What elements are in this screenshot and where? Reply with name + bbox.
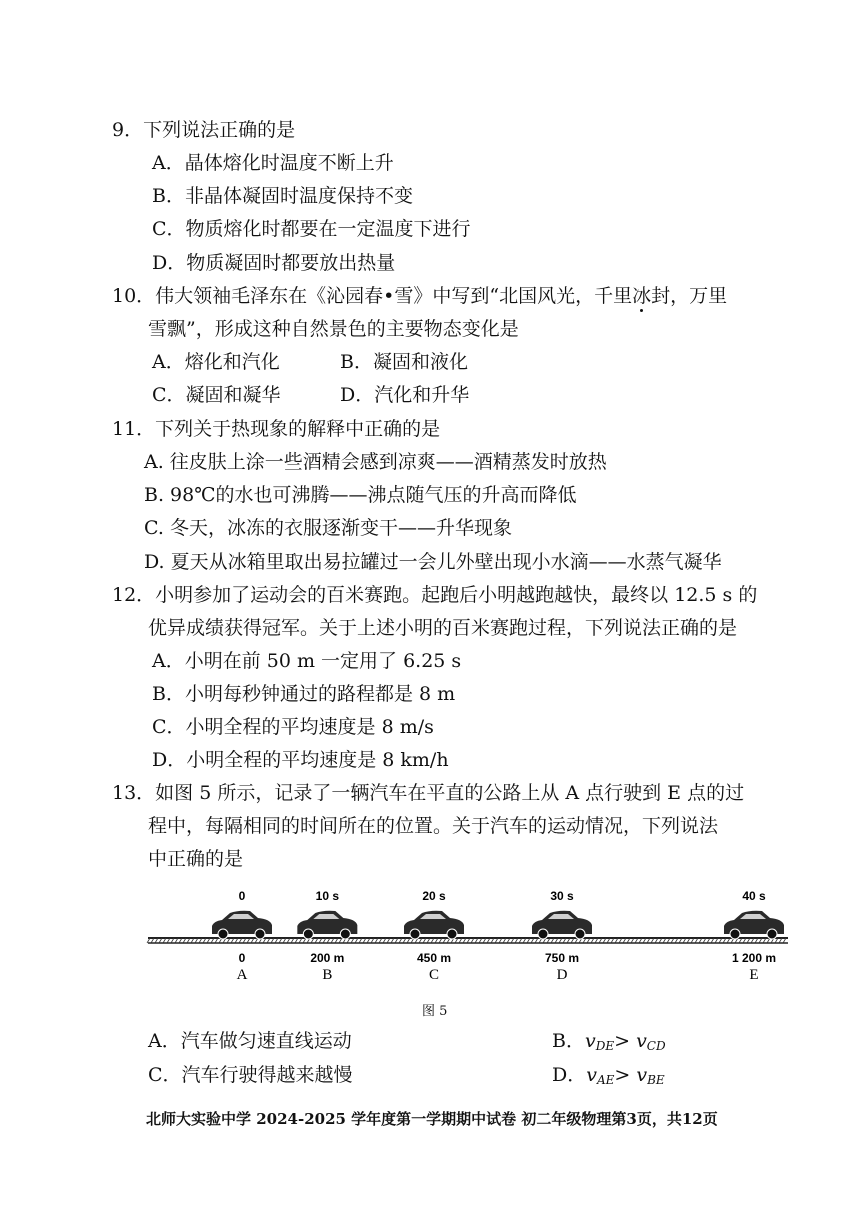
- q10-option-c: C．凝固和凝华: [152, 384, 281, 406]
- greater-than: >: [614, 1030, 637, 1052]
- q9-option-b: B．非晶体凝固时温度保持不变: [152, 185, 413, 207]
- distance-label: 450 m: [416, 951, 452, 965]
- car-wheel: [575, 929, 585, 939]
- car-position-B: [297, 889, 357, 983]
- q12-stem-line1: 12．小明参加了运动会的百米赛跑。起跑后小明越跑越快，最终以 12.5 s 的: [112, 584, 758, 606]
- q10-stem-text: 10．伟大领袖毛泽东在《沁园春•雪》中写到“北国风光，千里: [112, 285, 633, 307]
- car-wheel: [447, 929, 457, 939]
- q10-option-d: D．汽化和升华: [340, 384, 470, 406]
- velocity-subscript: BE: [647, 1073, 665, 1087]
- car-position-E: [724, 889, 784, 983]
- car-wheel: [538, 929, 548, 939]
- point-label: D: [556, 967, 568, 983]
- car-icon: [212, 911, 272, 939]
- q10-stem-line1: [112, 283, 727, 309]
- point-label: C: [428, 967, 440, 983]
- q11-option-b: B. 98℃的水也可沸腾——沸点随气压的升高而降低: [144, 484, 577, 506]
- page-footer: 北师大实验中学 2024-2025 学年度第一学期期中试卷 初二年级物理第3页，共12页: [146, 1110, 718, 1128]
- distance-label: 200 m: [310, 951, 345, 965]
- q9-option-d: D．物质凝固时都要放出热量: [152, 252, 396, 274]
- q10-option-b: B．凝固和液化: [340, 351, 468, 373]
- time-label: 40 s: [742, 889, 766, 903]
- q9-option-c: C．物质熔化时都要在一定温度下进行: [152, 218, 471, 240]
- distance-label: 0: [238, 951, 246, 965]
- q12-option-c: C．小明全程的平均速度是 8 m/s: [152, 716, 434, 738]
- car-icon: [404, 911, 464, 939]
- q10-option-a: A．熔化和汽化: [152, 351, 280, 373]
- car-position-D: [532, 889, 592, 983]
- point-label: B: [322, 967, 333, 983]
- q11-option-c: C. 冬天，冰冻的衣服逐渐变干——升华现象: [144, 517, 512, 539]
- q13-option-b: [552, 1028, 666, 1059]
- distance-label: 750 m: [544, 951, 580, 965]
- car-icon: [724, 911, 784, 939]
- q11-stem: 11．下列关于热现象的解释中正确的是: [112, 418, 441, 440]
- q12-stem-line2: 优异成绩获得冠军。关于上述小明的百米赛跑过程，下列说法正确的是: [148, 617, 738, 639]
- car-position-C: [404, 889, 464, 983]
- car-icon: [297, 911, 357, 939]
- car-wheel: [303, 929, 313, 939]
- q13-option-b-label: B．: [552, 1030, 585, 1052]
- q12-option-a: A．小明在前 50 m 一定用了 6.25 s: [152, 650, 462, 672]
- q10-stem-text-end: 封，万里: [651, 285, 728, 307]
- velocity-subscript: DE: [595, 1039, 615, 1053]
- q13-option-c: C．汽车行驶得越来越慢: [148, 1064, 353, 1086]
- car-wheel: [730, 929, 740, 939]
- car-wheel: [255, 929, 265, 939]
- q13-option-d: [552, 1062, 665, 1093]
- q9-option-a: A．晶体熔化时温度不断上升: [152, 152, 394, 174]
- q10-stem-line2: 雪飘”，形成这种自然景色的主要物态变化是: [148, 318, 519, 340]
- velocity-symbol: v: [584, 1030, 596, 1052]
- velocity-symbol: v: [636, 1030, 647, 1052]
- point-label: A: [236, 967, 248, 983]
- time-label: 10 s: [315, 889, 340, 903]
- car-wheel: [767, 929, 777, 939]
- car-wheel: [218, 929, 228, 939]
- time-label: 30 s: [550, 889, 574, 903]
- figure-5-car-diagram: [140, 882, 790, 987]
- car-wheel: [410, 929, 420, 939]
- time-label: 0: [238, 889, 246, 903]
- q9-stem: 9．下列说法正确的是: [112, 119, 296, 141]
- q13-option-a: A．汽车做匀速直线运动: [148, 1030, 352, 1052]
- q11-option-a: A. 往皮肤上涂一些酒精会感到凉爽——酒精蒸发时放热: [144, 451, 607, 473]
- q13-option-d-label: D．: [552, 1064, 587, 1086]
- velocity-subscript: CD: [646, 1039, 666, 1053]
- velocity-subscript: AE: [596, 1073, 615, 1087]
- road: [147, 938, 788, 943]
- q13-stem-line2: 程中，每隔相同的时间所在的位置。关于汽车的运动情况，下列说法: [148, 815, 719, 837]
- q13-stem-line1: 13．如图 5 所示，记录了一辆汽车在平直的公路上从 A 点行驶到 E 点的过: [112, 782, 745, 804]
- q12-option-d: D．小明全程的平均速度是 8 km/h: [152, 749, 449, 771]
- q12-option-b: B．小明每秒钟通过的路程都是 8 m: [152, 683, 456, 705]
- q11-option-d: D. 夏天从冰箱里取出易拉罐过一会儿外壁出现小水滴——水蒸气凝华: [144, 551, 722, 573]
- velocity-symbol: v: [586, 1064, 597, 1086]
- figure-caption: 图 5: [422, 1004, 448, 1019]
- q10-emphasis-char: 冰: [632, 285, 652, 307]
- greater-than: >: [614, 1064, 637, 1086]
- q13-stem-line3: 中正确的是: [148, 848, 244, 870]
- time-label: 20 s: [422, 889, 446, 903]
- point-label: E: [749, 967, 759, 983]
- velocity-symbol: v: [636, 1064, 648, 1086]
- car-position-A: [212, 889, 272, 983]
- distance-label: 1 200 m: [731, 951, 777, 965]
- car-icon: [532, 911, 592, 939]
- car-wheel: [340, 929, 350, 939]
